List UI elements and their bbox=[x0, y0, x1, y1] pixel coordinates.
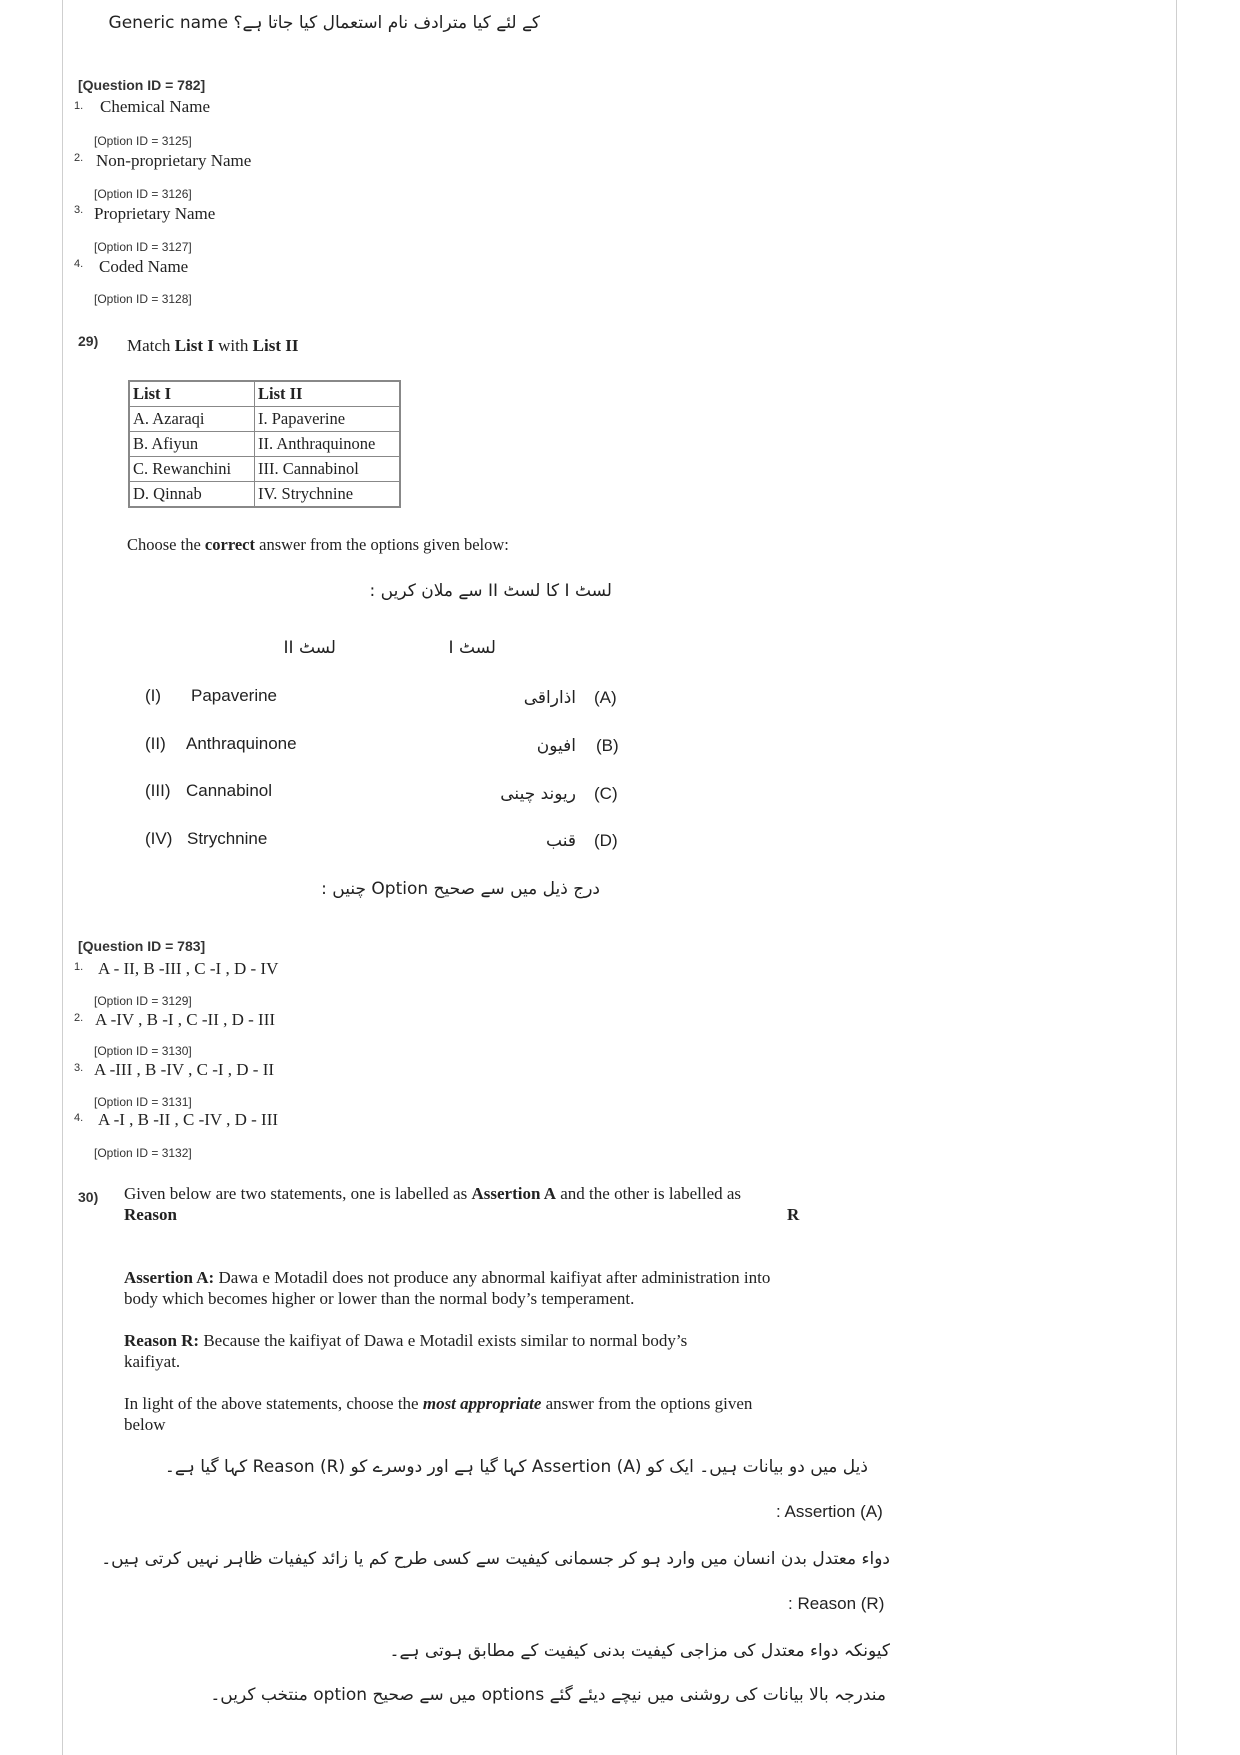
urdu-row-4-left-text: قنب bbox=[546, 831, 576, 851]
urdu-row-1-left-text: اذاراقی bbox=[523, 688, 576, 708]
q30-number: 30) bbox=[78, 1189, 99, 1205]
q29-prompt-part: with bbox=[213, 336, 253, 355]
q29-choose-part: answer from the options given below: bbox=[255, 535, 509, 554]
urdu-row-1-right-code: (I) bbox=[145, 686, 162, 705]
q28-option-1-text[interactable]: Chemical Name bbox=[100, 97, 210, 116]
q29-prompt-part: Match bbox=[127, 336, 175, 355]
q30-assertion-label: Assertion A: bbox=[124, 1268, 215, 1287]
q29-choose-part: Choose the bbox=[127, 535, 205, 554]
q30-reason-label: Reason R: bbox=[124, 1331, 200, 1350]
q29-choose-bold: correct bbox=[204, 535, 255, 554]
q30-urdu-choose: مندرجہ بالا بیانات کی روشنی میں نیچے دیئے گئے options میں سے صحیح option منتخب کریں۔ bbox=[210, 1685, 886, 1705]
q30-urdu-intro: ذیل میں دو بیانات ہیں۔ ایک کو Assertion (A) کہا گیا ہے اور دوسرے کو Reason (R) کہا گیا ہے۔ bbox=[164, 1457, 868, 1477]
q29-choose-instruction bbox=[127, 535, 509, 555]
q29-prompt-list2: List II bbox=[252, 336, 299, 355]
table-cell-list2: III. Cannabinol bbox=[255, 457, 401, 482]
q29-prompt bbox=[127, 336, 298, 356]
q30-urdu-assertion-text: دواء معتدل بدن انسان میں وارد ہو کر جسمانی کیفیت سے کسی طرح کم یا زائد کیفیات ظاہر نہیں کرتی ہیں۔ bbox=[101, 1549, 890, 1569]
q29-option-1-text[interactable]: A - II, B -III , C -I , D - IV bbox=[98, 959, 279, 978]
q30-assertion-line-2: body which becomes higher or lower than the normal body’s temperament. bbox=[124, 1289, 635, 1308]
q30-intro-part: and the other is labelled as bbox=[556, 1184, 742, 1203]
urdu-row-1-left-code: (A) bbox=[594, 688, 617, 707]
q28-urdu-prompt: Generic name کے لئے کیا مترادف نام استعمال کیا جاتا ہے؟ bbox=[108, 13, 540, 33]
q28-option-4-number: 4. bbox=[74, 258, 84, 270]
urdu-row-2-left-code: (B) bbox=[596, 736, 619, 755]
q30-instruction-part: answer from the options given bbox=[541, 1394, 753, 1413]
q28-option-4-id: [Option ID = 3128] bbox=[94, 292, 192, 306]
match-table-wrapper bbox=[128, 380, 401, 508]
q28-option-1-number: 1. bbox=[74, 100, 84, 112]
urdu-row-3-left-text: ریوند چینی bbox=[500, 784, 576, 804]
q28-option-3-id: [Option ID = 3127] bbox=[94, 240, 192, 254]
q28-option-3-number: 3. bbox=[74, 204, 84, 216]
page-border-right bbox=[1176, 0, 1177, 1755]
q28-option-2-text[interactable]: Non-proprietary Name bbox=[96, 151, 252, 170]
q29-option-3-number: 3. bbox=[74, 1062, 84, 1074]
q29-option-1-id: [Option ID = 3129] bbox=[94, 994, 192, 1008]
q29-option-4-text[interactable]: A -I , B -II , C -IV , D - III bbox=[98, 1110, 279, 1129]
table-row bbox=[129, 407, 400, 432]
table-header-list1: List I bbox=[129, 381, 255, 407]
q29-option-1-number: 1. bbox=[74, 961, 84, 973]
q28-option-2-id: [Option ID = 3126] bbox=[94, 187, 192, 201]
q28-question-id: [Question ID = 782] bbox=[78, 77, 206, 93]
table-row bbox=[129, 482, 400, 508]
table-cell-list2: II. Anthraquinone bbox=[255, 432, 401, 457]
q30-intro-line-1 bbox=[124, 1184, 741, 1204]
table-cell-list1: D. Qinnab bbox=[129, 482, 255, 508]
urdu-row-2-right-code: (II) bbox=[145, 734, 166, 753]
q30-reason-line-2: kaifiyat. bbox=[124, 1352, 181, 1371]
urdu-row-2-right-text: Anthraquinone bbox=[186, 734, 297, 753]
table-header-row bbox=[129, 381, 400, 407]
q30-reason-text: Because the kaifiyat of Dawa e Motadil exists similar to normal body’s bbox=[199, 1331, 688, 1350]
q29-urdu-list2-header: لسٹ II bbox=[283, 638, 336, 658]
q29-option-2-text[interactable]: A -IV , B -I , C -II , D - III bbox=[95, 1010, 276, 1029]
q29-option-2-id: [Option ID = 3130] bbox=[94, 1044, 192, 1058]
q30-intro-r: R bbox=[787, 1205, 800, 1224]
table-cell-list1: B. Afiyun bbox=[129, 432, 255, 457]
q29-option-4-number: 4. bbox=[74, 1112, 84, 1124]
q29-option-2-number: 2. bbox=[74, 1012, 84, 1024]
q29-urdu-title: لسٹ I کا لسٹ II سے ملان کریں : bbox=[369, 581, 612, 601]
q29-question-id: [Question ID = 783] bbox=[78, 938, 206, 954]
q30-instruction-line-2: below bbox=[124, 1415, 166, 1434]
q30-instruction-emphasis: most appropriate bbox=[422, 1394, 542, 1413]
q30-intro-reason: Reason bbox=[124, 1205, 177, 1224]
q29-option-3-id: [Option ID = 3131] bbox=[94, 1095, 192, 1109]
q29-urdu-list1-header: لسٹ I bbox=[448, 638, 496, 658]
q30-intro-part: Given below are two statements, one is labelled as bbox=[124, 1184, 472, 1203]
urdu-row-2-left-text: افیون bbox=[536, 736, 576, 756]
q28-option-2-number: 2. bbox=[74, 152, 84, 164]
q28-option-1-id: [Option ID = 3125] bbox=[94, 134, 192, 148]
table-cell-list1: A. Azaraqi bbox=[129, 407, 255, 432]
urdu-row-4-left-code: (D) bbox=[594, 831, 618, 850]
table-row bbox=[129, 432, 400, 457]
page-border-left bbox=[62, 0, 63, 1755]
urdu-row-3-right-text: Cannabinol bbox=[186, 781, 273, 800]
table-cell-list2: IV. Strychnine bbox=[255, 482, 401, 508]
q30-urdu-assertion-label: : Assertion (A) bbox=[776, 1502, 883, 1521]
q29-number: 29) bbox=[78, 333, 99, 349]
q29-option-3-text[interactable]: A -III , B -IV , C -I , D - II bbox=[94, 1060, 275, 1079]
table-cell-list1: C. Rewanchini bbox=[129, 457, 255, 482]
q29-urdu-choose: درج ذیل میں سے صحیح Option چنیں : bbox=[321, 879, 600, 899]
q29-prompt-list1: List I bbox=[174, 336, 214, 355]
table-header-list2: List II bbox=[255, 381, 401, 407]
match-table bbox=[128, 380, 401, 508]
q30-assertion-text: Dawa e Motadil does not produce any abnormal kaifiyat after administration into bbox=[214, 1268, 771, 1287]
q28-option-3-text[interactable]: Proprietary Name bbox=[94, 204, 216, 223]
urdu-row-4-right-text: Strychnine bbox=[187, 829, 268, 848]
q29-option-4-id: [Option ID = 3132] bbox=[94, 1146, 192, 1160]
urdu-row-3-right-code: (III) bbox=[145, 781, 171, 800]
urdu-row-3-left-code: (C) bbox=[594, 784, 618, 803]
table-row bbox=[129, 457, 400, 482]
q28-option-4-text[interactable]: Coded Name bbox=[99, 257, 189, 276]
table-cell-list2: I. Papaverine bbox=[255, 407, 401, 432]
q30-urdu-reason-label: : Reason (R) bbox=[788, 1594, 885, 1613]
q30-assertion-line-1 bbox=[124, 1268, 770, 1288]
urdu-row-1-right-text: Papaverine bbox=[191, 686, 278, 705]
q30-instruction-part: In light of the above statements, choose the bbox=[124, 1394, 423, 1413]
q30-intro-assertion: Assertion A bbox=[471, 1184, 556, 1203]
q30-urdu-reason-text: کیونکہ دواء معتدل کی مزاجی کیفیت بدنی کیفیت کے مطابق ہوتی ہے۔ bbox=[389, 1641, 890, 1661]
q30-reason-line-1 bbox=[124, 1331, 687, 1351]
urdu-row-4-right-code: (IV) bbox=[145, 829, 173, 848]
q30-instruction-line-1 bbox=[124, 1394, 752, 1414]
